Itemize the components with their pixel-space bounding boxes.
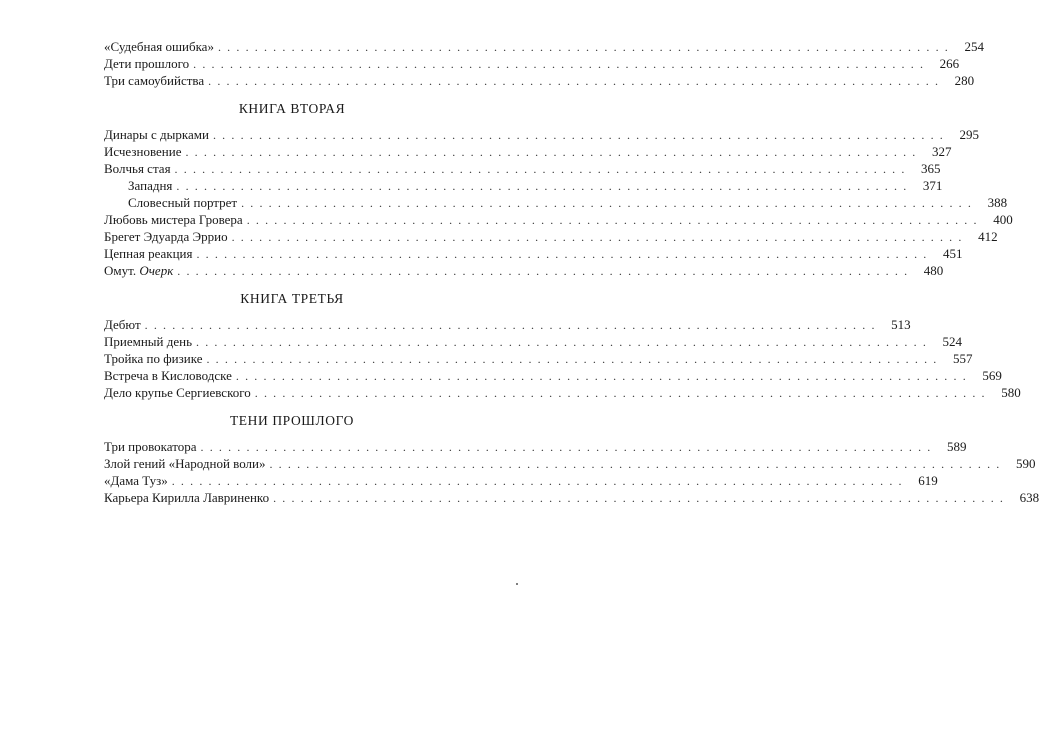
toc-entry-page-number: 327	[931, 144, 952, 159]
table-of-contents	[104, 38, 1039, 506]
toc-entry-page-number: 451	[942, 246, 963, 261]
toc-entry[interactable]	[104, 333, 963, 350]
toc-entry[interactable]	[104, 55, 960, 72]
toc-entry-title	[104, 262, 173, 279]
toc-entry-page-number: 412	[978, 229, 998, 244]
toc-entry[interactable]	[104, 489, 1039, 506]
toc-entry[interactable]	[104, 211, 1013, 228]
toc-subentry[interactable]	[104, 177, 943, 194]
toc-entry[interactable]	[104, 143, 952, 160]
toc-entry-title: Дебют	[104, 317, 141, 332]
toc-entry-title: Дети прошлого	[104, 56, 190, 71]
toc-entry-page-number: 388	[987, 195, 1008, 210]
section-heading: КНИГА ВТОРАЯ	[238, 101, 346, 116]
toc-entry-title-main: Омут.	[104, 263, 137, 278]
toc-entry-title-genre: Очерк	[139, 263, 174, 278]
toc-entry[interactable]	[104, 72, 975, 89]
dot-leader: ................................................................................	[200, 440, 937, 454]
toc-entry[interactable]	[104, 472, 938, 489]
dot-leader: ................................................................................	[208, 74, 945, 88]
toc-subentry[interactable]	[104, 194, 1008, 211]
toc-entry[interactable]	[104, 316, 911, 333]
toc-entry-title: Исчезновение	[104, 144, 182, 159]
toc-entry-page-number: 580	[1001, 385, 1021, 400]
dot-leader: ................................................................................	[273, 491, 1010, 505]
toc-entry-title: Волчья стая	[104, 161, 171, 176]
toc-entry-page-number: 513	[891, 317, 911, 332]
section-heading: ТЕНИ ПРОШЛОГО	[229, 413, 355, 428]
dot-leader: ................................................................................	[171, 474, 908, 488]
toc-entry[interactable]	[104, 262, 944, 279]
toc-entry-title: «Дама Туз»	[104, 473, 168, 488]
toc-entry-title: Западня	[128, 178, 173, 193]
dot-leader: ................................................................................	[193, 57, 930, 71]
dot-leader: ................................................................................	[269, 457, 1006, 471]
dot-leader: ................................................................................	[231, 230, 968, 244]
dot-leader: ................................................................................	[206, 352, 943, 366]
toc-entry-page-number: 524	[942, 334, 963, 349]
toc-entry-page-number: 280	[954, 73, 975, 88]
dot-leader: ................................................................................	[196, 247, 933, 261]
dot-leader: ................................................................................	[144, 318, 881, 332]
toc-entry[interactable]	[104, 350, 973, 367]
toc-entry-page-number: 590	[1015, 456, 1036, 471]
dot-leader: ................................................................................	[212, 128, 949, 142]
toc-entry-page-number: 480	[923, 263, 944, 278]
toc-section-continuation	[104, 38, 984, 89]
toc-entry-title: Карьера Кирилла Лавриненко	[104, 490, 270, 505]
toc-section-book-three	[104, 290, 1021, 401]
dot-leader: ................................................................................	[185, 145, 922, 159]
toc-entry[interactable]	[104, 126, 979, 143]
toc-entry-title: Динары с дырками	[104, 127, 209, 142]
toc-section-shadows-of-the-past	[104, 412, 1039, 506]
dot-leader: ................................................................................	[176, 179, 913, 193]
toc-entry-page-number: 569	[982, 368, 1002, 383]
toc-entry-title: Словесный портрет	[128, 195, 238, 210]
dot-leader: ................................................................................	[177, 264, 914, 278]
toc-entry-title: Тройка по физике	[104, 351, 203, 366]
toc-entry-page-number: 400	[993, 212, 1013, 227]
toc-entry-title: Встреча в Кисловодске	[104, 368, 232, 383]
toc-entry[interactable]	[104, 384, 1021, 401]
toc-entry-title: Три провокатора	[104, 439, 197, 454]
toc-entry[interactable]	[104, 245, 963, 262]
toc-entry[interactable]	[104, 228, 998, 245]
toc-entry[interactable]	[104, 160, 941, 177]
scan-speck	[516, 583, 518, 585]
toc-entry[interactable]	[104, 38, 984, 55]
toc-entry-page-number: 619	[918, 473, 938, 488]
toc-entry-page-number: 557	[952, 351, 973, 366]
toc-entry-page-number: 371	[922, 178, 943, 193]
dot-leader: ................................................................................	[241, 196, 978, 210]
toc-entry[interactable]	[104, 367, 1002, 384]
dot-leader: ................................................................................	[217, 40, 954, 54]
toc-entry-title: Любовь мистера Гровера	[104, 212, 243, 227]
toc-entry-title: Брегет Эдуарда Эррио	[104, 229, 228, 244]
toc-entry-title: Дело крупье Сергиевского	[104, 385, 251, 400]
dot-leader: ................................................................................	[235, 369, 972, 383]
toc-entry-title: Три самоубийства	[104, 73, 205, 88]
toc-entry[interactable]	[104, 438, 967, 455]
toc-entry-page-number: 589	[947, 439, 967, 454]
toc-entry-page-number: 638	[1019, 490, 1039, 505]
toc-entry-title: Злой гений «Народной воли»	[104, 456, 266, 471]
toc-entry-page-number: 295	[959, 127, 979, 142]
toc-entry[interactable]	[104, 455, 1036, 472]
toc-entry-title: «Судебная ошибка»	[104, 39, 214, 54]
dot-leader: ................................................................................	[174, 162, 911, 176]
toc-entry-title: Цепная реакция	[104, 246, 193, 261]
section-heading: КНИГА ТРЕТЬЯ	[240, 291, 344, 306]
dot-leader: ................................................................................	[196, 335, 933, 349]
toc-entry-page-number: 365	[921, 161, 941, 176]
toc-entry-page-number: 266	[939, 56, 960, 71]
toc-section-book-two	[104, 100, 1013, 279]
toc-entry-page-number: 254	[964, 39, 984, 54]
dot-leader: ................................................................................	[254, 386, 991, 400]
toc-entry-title: Приемный день	[104, 334, 193, 349]
dot-leader: ................................................................................	[246, 213, 983, 227]
